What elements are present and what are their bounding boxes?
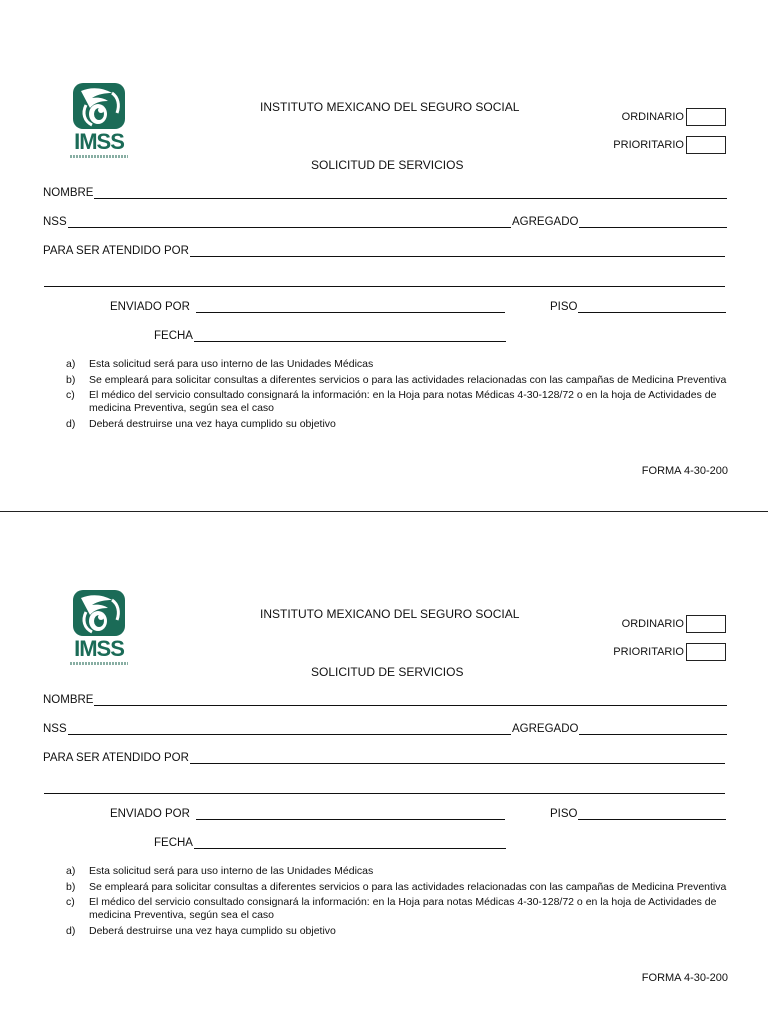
agregado-label: AGREGADO xyxy=(512,723,579,735)
instruction-text: El médico del servicio consultado consignará la información: en la Hoja para notas Médicas 4-30-128/72 o en la hoja de Actividades de medicina Preventiva, según sea el caso xyxy=(89,389,717,414)
ordinario-label: ORDINARIO xyxy=(621,111,684,123)
atendido-input-line[interactable] xyxy=(190,256,725,257)
atendido-label: PARA SER ATENDIDO POR xyxy=(43,245,189,257)
instruction-text: El médico del servicio consultado consignará la información: en la Hoja para notas Médicas 4-30-128/72 o en la hoja de Actividades de medicina Preventiva, según sea el caso xyxy=(89,896,717,921)
instruction-marker: a) xyxy=(66,865,76,877)
document-title: SOLICITUD DE SERVICIOS xyxy=(311,665,464,679)
agregado-field[interactable] xyxy=(512,216,727,229)
prioritario-label: PRIORITARIO xyxy=(613,646,684,658)
nombre-field[interactable] xyxy=(43,187,727,200)
instruction-marker: d) xyxy=(66,417,76,430)
instruction-item xyxy=(66,389,731,415)
agregado-label: AGREGADO xyxy=(512,216,579,228)
form-number: FORMA 4-30-200 xyxy=(641,972,728,984)
nss-field[interactable] xyxy=(43,216,511,229)
ordinario-option xyxy=(622,615,726,633)
ordinario-label: ORDINARIO xyxy=(621,618,684,630)
instruction-marker: c) xyxy=(66,896,75,908)
enviado-input-line[interactable] xyxy=(196,819,505,820)
ordinario-checkbox[interactable] xyxy=(686,108,726,126)
imss-emblem-icon xyxy=(68,588,130,638)
atendido-field[interactable] xyxy=(43,752,725,765)
atendido-continuation-line[interactable] xyxy=(44,793,725,794)
instruction-text: Se empleará para solicitar consultas a diferentes servicios o para las actividades relacionadas con las campañas de Medicina Preventiva xyxy=(89,880,727,893)
institution-name: INSTITUTO MEXICANO DEL SEGURO SOCIAL xyxy=(260,100,520,114)
piso-field[interactable] xyxy=(550,808,726,821)
instruction-text: Deberá destruirse una vez haya cumplido su objetivo xyxy=(89,924,336,937)
fecha-label: FECHA xyxy=(154,330,193,342)
nombre-label: NOMBRE xyxy=(43,694,94,706)
instruction-item xyxy=(66,418,731,431)
enviado-input-line[interactable] xyxy=(196,312,505,313)
nombre-field[interactable] xyxy=(43,694,727,707)
fecha-field[interactable] xyxy=(154,330,506,343)
nombre-label: NOMBRE xyxy=(43,187,94,199)
piso-label: PISO xyxy=(550,301,578,313)
logo-tagline xyxy=(70,155,128,158)
prioritario-checkbox[interactable] xyxy=(686,136,726,154)
enviado-field[interactable] xyxy=(110,301,505,314)
piso-input-line[interactable] xyxy=(578,819,726,820)
nombre-input-line[interactable] xyxy=(94,705,727,706)
logo-text: IMSS xyxy=(74,636,124,661)
atendido-field[interactable] xyxy=(43,245,725,258)
enviado-label: ENVIADO POR xyxy=(110,301,190,313)
enviado-field[interactable] xyxy=(110,808,505,821)
logo-text: IMSS xyxy=(74,129,124,154)
document-title: SOLICITUD DE SERVICIOS xyxy=(311,158,464,172)
atendido-label: PARA SER ATENDIDO POR xyxy=(43,752,189,764)
form-number: FORMA 4-30-200 xyxy=(641,465,728,477)
prioritario-option xyxy=(613,136,726,154)
nss-label: NSS xyxy=(43,723,67,735)
nombre-input-line[interactable] xyxy=(94,198,727,199)
imss-logo xyxy=(68,588,130,674)
atendido-continuation-line[interactable] xyxy=(44,286,725,287)
nss-label: NSS xyxy=(43,216,67,228)
imss-logo xyxy=(68,81,130,167)
logo-tagline xyxy=(70,662,128,665)
instruction-marker: a) xyxy=(66,358,76,370)
instruction-item xyxy=(66,925,731,938)
prioritario-option xyxy=(613,643,726,661)
piso-field[interactable] xyxy=(550,301,726,314)
ordinario-checkbox[interactable] xyxy=(686,615,726,633)
instruction-marker: b) xyxy=(66,880,76,893)
instruction-item xyxy=(66,865,731,878)
instruction-item xyxy=(66,374,731,387)
nss-input-line[interactable] xyxy=(68,227,511,228)
atendido-input-line[interactable] xyxy=(190,763,725,764)
instruction-marker: b) xyxy=(66,373,76,386)
instruction-text: Esta solicitud será para uso interno de las Unidades Médicas xyxy=(89,358,374,370)
fecha-label: FECHA xyxy=(154,837,193,849)
instruction-marker: d) xyxy=(66,924,76,937)
instruction-text: Se empleará para solicitar consultas a diferentes servicios o para las actividades relacionadas con las campañas de Medicina Preventiva xyxy=(89,373,727,386)
fecha-input-line[interactable] xyxy=(194,341,506,342)
piso-input-line[interactable] xyxy=(578,312,726,313)
form-copy-1 xyxy=(0,0,768,507)
nss-field[interactable] xyxy=(43,723,511,736)
fecha-field[interactable] xyxy=(154,837,506,850)
institution-name: INSTITUTO MEXICANO DEL SEGURO SOCIAL xyxy=(260,607,520,621)
agregado-field[interactable] xyxy=(512,723,727,736)
imss-emblem-icon xyxy=(68,81,130,131)
prioritario-label: PRIORITARIO xyxy=(613,139,684,151)
nss-input-line[interactable] xyxy=(68,734,511,735)
agregado-input-line[interactable] xyxy=(579,734,727,735)
instructions-list xyxy=(66,865,731,940)
fecha-input-line[interactable] xyxy=(194,848,506,849)
instruction-text: Esta solicitud será para uso interno de las Unidades Médicas xyxy=(89,865,374,877)
instruction-item xyxy=(66,358,731,371)
prioritario-checkbox[interactable] xyxy=(686,643,726,661)
instruction-marker: c) xyxy=(66,389,75,401)
form-copy-2 xyxy=(0,507,768,1014)
enviado-label: ENVIADO POR xyxy=(110,808,190,820)
agregado-input-line[interactable] xyxy=(579,227,727,228)
instruction-item xyxy=(66,881,731,894)
piso-label: PISO xyxy=(550,808,578,820)
ordinario-option xyxy=(622,108,726,126)
instruction-item xyxy=(66,896,731,922)
instructions-list xyxy=(66,358,731,433)
instruction-text: Deberá destruirse una vez haya cumplido su objetivo xyxy=(89,417,336,430)
